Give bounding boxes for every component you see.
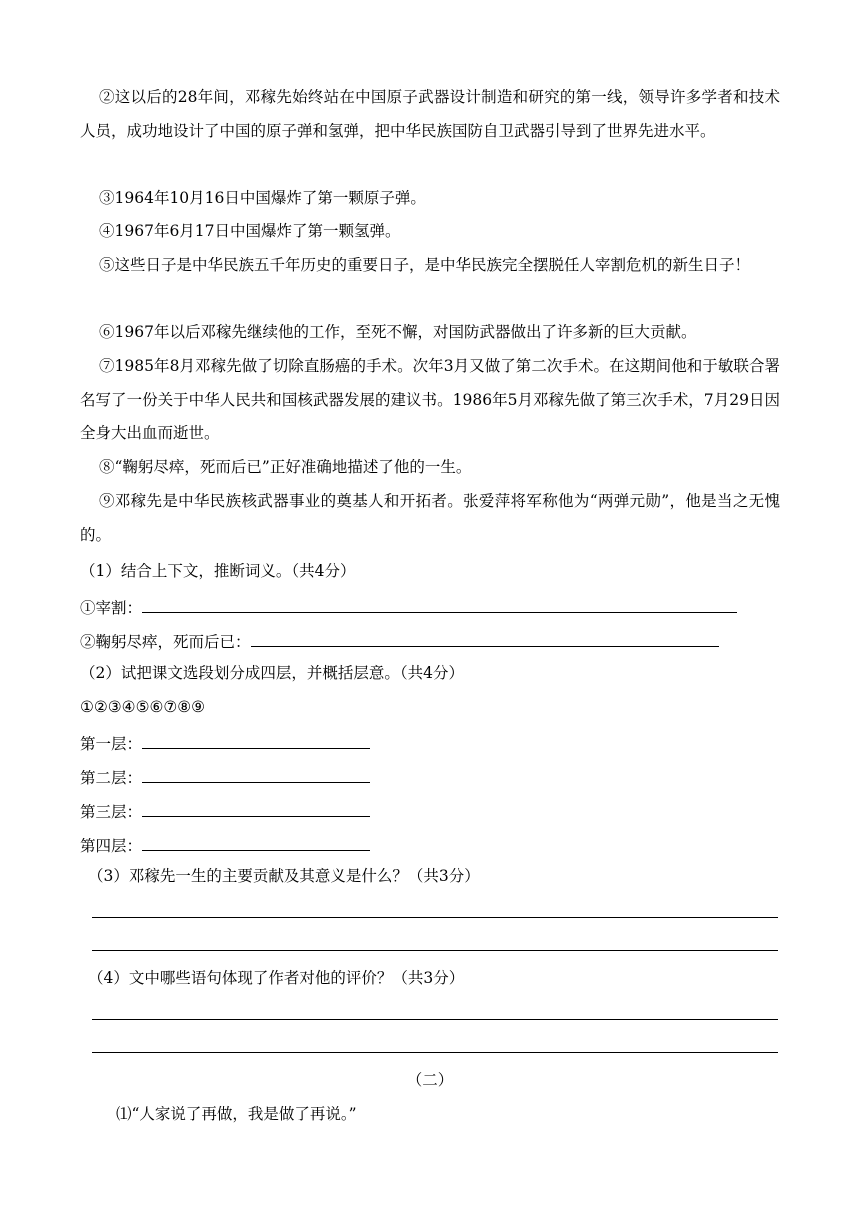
- answer-blank[interactable]: [142, 765, 370, 783]
- question-4-prompt: （4）文中哪些语句体现了作者对他的评价？（共3分）: [88, 969, 465, 987]
- section-2-paragraph-1: ⑴“人家说了再做，我是做了再说。”: [116, 1105, 357, 1123]
- question-1-prompt: （1）结合上下文，推断词义。（共4分）: [80, 562, 356, 580]
- answer-line[interactable]: [92, 917, 778, 918]
- passage-paragraph-9: ⑨邓稼先是中华民族核武器事业的奠基人和开拓者。张爱萍将军称他为“两弹元勋”，他是当之无愧的。: [80, 492, 780, 544]
- answer-blank[interactable]: [251, 629, 719, 647]
- question-1-item-2: [80, 629, 719, 652]
- layer-4-label: 第四层：: [80, 837, 143, 855]
- passage-paragraph-7: ⑦1985年8月邓稼先做了切除直肠癌的手术。次年3月又做了第二次手术。在这期间他和于敏联合署名写了一份关于中华人民共和国核武器发展的建议书。1986年5月邓稼先做了第三次手术，7月29日因全身大出血而逝世。: [80, 357, 780, 442]
- passage-paragraph-2: ②这以后的28年间，邓稼先始终站在中国原子武器设计制造和研究的第一线，领导许多学者和技术人员，成功地设计了中国的原子弹和氢弹，把中华民族国防自卫武器引导到了世界先进水平。: [80, 88, 780, 140]
- passage-paragraph-3: ③1964年10月16日中国爆炸了第一颗原子弹。: [99, 189, 426, 207]
- answer-line[interactable]: [92, 950, 778, 951]
- answer-blank[interactable]: [142, 833, 370, 851]
- layer-2-label: 第二层：: [80, 769, 143, 787]
- passage-paragraph-8: ⑧“鞠躬尽瘁，死而后已”正好准确地描述了他的一生。: [99, 458, 472, 476]
- answer-blank[interactable]: [142, 799, 370, 817]
- question-1-item-1-label: ①宰割：: [80, 599, 143, 617]
- layer-3-line: [80, 799, 370, 822]
- answer-blank[interactable]: [142, 731, 370, 749]
- passage-paragraph-4: ④1967年6月17日中国爆炸了第一颗氢弹。: [99, 222, 401, 240]
- section-heading: （二）: [406, 1071, 454, 1089]
- layer-1-line: [80, 731, 370, 754]
- passage-paragraph-5: ⑤这些日子是中华民族五千年历史的重要日子，是中华民族完全摆脱任人宰割危机的新生日子！: [99, 256, 751, 274]
- question-3-prompt: （3）邓稼先一生的主要贡献及其意义是什么？（共3分）: [88, 867, 480, 885]
- layer-1-label: 第一层：: [80, 735, 143, 753]
- layer-4-line: [80, 833, 370, 856]
- question-1-item-1: [80, 595, 737, 618]
- layer-3-label: 第三层：: [80, 803, 143, 821]
- question-2-prompt: （2）试把课文选段划分成四层，并概括层意。（共4分）: [80, 664, 464, 682]
- layer-2-line: [80, 765, 370, 788]
- answer-line[interactable]: [92, 1019, 778, 1020]
- answer-blank[interactable]: [142, 595, 737, 613]
- paragraph-numbers: ①②③④⑤⑥⑦⑧⑨: [80, 698, 206, 716]
- passage-paragraph-6: ⑥1967年以后邓稼先继续他的工作，至死不懈，对国防武器做出了许多新的巨大贡献。: [99, 323, 697, 341]
- answer-line[interactable]: [92, 1052, 778, 1053]
- question-1-item-2-label: ②鞠躬尽瘁，死而后已：: [80, 633, 251, 651]
